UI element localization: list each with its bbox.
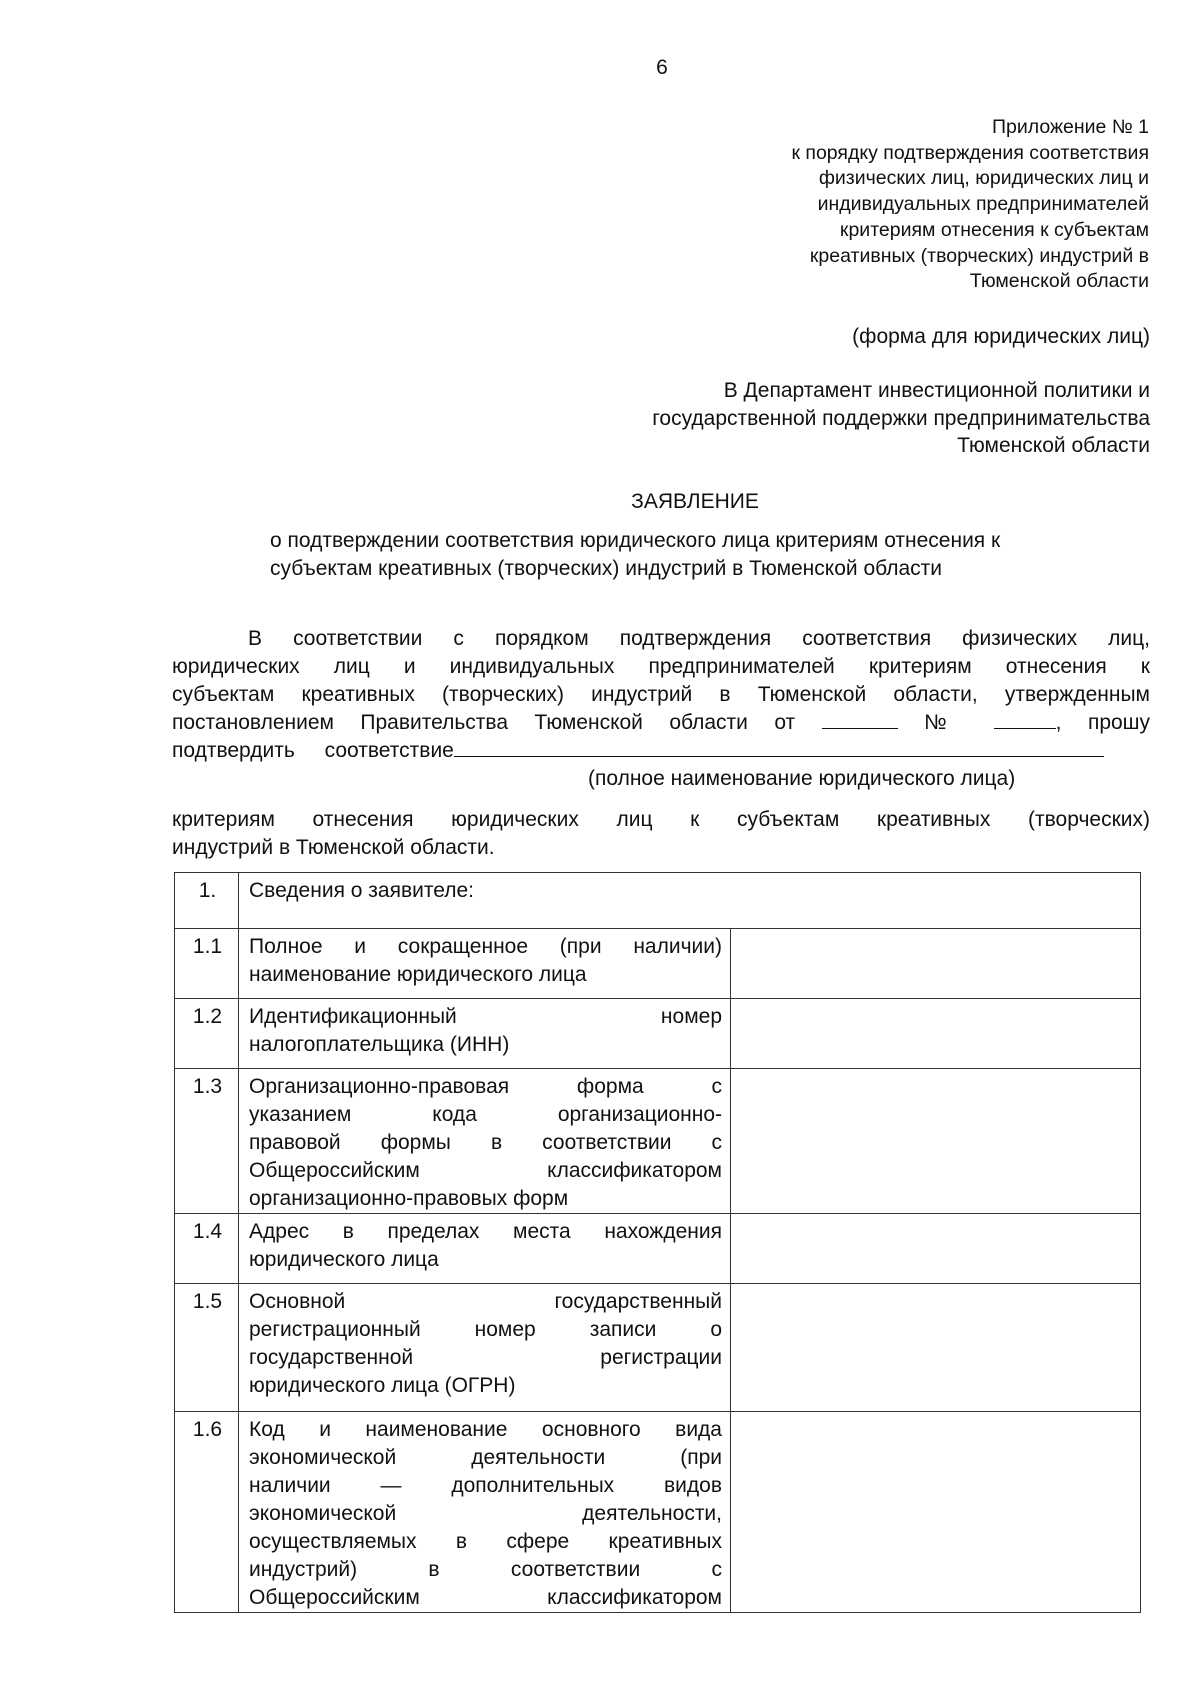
row-number: 1.2 (175, 999, 239, 1069)
row-label-line: Организационно-правовая форма с (249, 1075, 722, 1098)
row-label-line: организационно-правовых форм (249, 1187, 569, 1210)
row-label-line: наличии — дополнительных видов (249, 1474, 722, 1497)
row-label-line: Общероссийским классификатором (249, 1159, 722, 1182)
row-label-line: указанием кода организационно- (249, 1103, 722, 1126)
row-label-line: регистрационный номер записи о (249, 1318, 722, 1341)
row-number: 1.1 (175, 929, 239, 999)
paragraph-line (172, 737, 1150, 765)
document-subtitle (270, 527, 1130, 582)
appendix-line: к порядку подтверждения соответствия (791, 141, 1149, 164)
addressee-block (520, 377, 1150, 460)
subtitle-line: о подтверждении соответствия юридического лица критериям отнесения к (270, 529, 1001, 552)
row-number: 1.3 (175, 1069, 239, 1214)
row-label-line: Общероссийским классификатором (249, 1586, 722, 1609)
paragraph-line: индустрий в Тюменской области. (172, 836, 495, 859)
appendix-line: Приложение № 1 (992, 116, 1149, 138)
table-row (175, 873, 1141, 929)
paragraph-line: субъектам креативных (творческих) индустрий в Тюменской области, утвержденным (172, 683, 1150, 706)
row-number: 1.4 (175, 1214, 239, 1284)
addressee-line: государственной поддержки предпринимательства (652, 406, 1150, 430)
appendix-block (700, 115, 1149, 295)
paragraph-line: В соответствии с порядком подтверждения соответствия физических лиц, (248, 627, 1150, 650)
row-label (239, 1412, 731, 1613)
row-label (239, 1069, 731, 1214)
paragraph-line: критериям отнесения юридических лиц к субъектам креативных (творческих) (172, 808, 1150, 831)
appendix-line: креативных (творческих) индустрий в (809, 244, 1149, 267)
row-value-cell[interactable] (731, 929, 1141, 999)
row-label-line: налогоплательщика (ИНН) (249, 1033, 510, 1056)
applicant-info-table (174, 872, 1141, 1613)
row-value-cell[interactable] (731, 1214, 1141, 1284)
row-number: 1.6 (175, 1412, 239, 1613)
row-label (239, 1284, 731, 1412)
appendix-line: критериям отнесения к субъектам (839, 218, 1149, 241)
row-label-line: правовой формы в соответствии с (249, 1131, 722, 1154)
paragraph-text: , прошу (1055, 711, 1151, 734)
paragraph-line (172, 709, 1150, 737)
table-row (175, 1284, 1141, 1412)
table-row (175, 1069, 1141, 1214)
form-type-label: (форма для юридических лиц) (852, 325, 1150, 348)
document-title: ЗАЯВЛЕНИЕ (631, 490, 759, 513)
criteria-paragraph (172, 806, 1150, 862)
row-label-line: Основной государственный (249, 1290, 722, 1313)
row-value-cell[interactable] (731, 1284, 1141, 1412)
row-value-cell[interactable] (731, 1412, 1141, 1613)
date-blank-field[interactable] (822, 710, 898, 729)
page-number: 6 (656, 56, 668, 79)
appendix-line: Тюменской области (969, 270, 1149, 293)
application-paragraph (172, 625, 1150, 765)
row-value-cell[interactable] (731, 999, 1141, 1069)
row-value-cell[interactable] (731, 1069, 1141, 1214)
row-number: 1. (175, 873, 239, 929)
appendix-line: индивидуальных предпринимателей (817, 193, 1149, 216)
paragraph-text: подтвердить соответствие (172, 739, 454, 762)
row-label-line: наименование юридического лица (249, 963, 587, 986)
row-label (239, 1214, 731, 1284)
table-row (175, 999, 1141, 1069)
addressee-line: В Департамент инвестиционной политики и (723, 379, 1150, 402)
table-row (175, 1214, 1141, 1284)
subtitle-line: субъектам креативных (творческих) индустрий в Тюменской области (270, 556, 942, 580)
row-label-line: Полное и сокращенное (при наличии) (249, 935, 722, 958)
row-label (239, 929, 731, 999)
row-label-line: экономической деятельности, (249, 1502, 722, 1525)
row-label-line: экономической деятельности (при (249, 1446, 722, 1469)
row-number: 1.5 (175, 1284, 239, 1412)
table-row (175, 1412, 1141, 1613)
row-label-line: осуществляемых в сфере креативных (249, 1530, 722, 1553)
section-heading: Сведения о заявителе: (239, 873, 1141, 929)
row-label-line: государственной регистрации (249, 1346, 722, 1369)
paragraph-line: юридических лиц и индивидуальных предпринимателей критериям отнесения к (172, 655, 1150, 678)
table-row (175, 929, 1141, 999)
row-label-line: Код и наименование основного вида (249, 1418, 722, 1441)
addressee-line: Тюменской области (957, 434, 1150, 457)
number-blank-field[interactable] (994, 710, 1056, 729)
appendix-line: физических лиц, юридических лиц и (818, 167, 1149, 190)
row-label-line: юридического лица (ОГРН) (249, 1374, 516, 1397)
row-label (239, 999, 731, 1069)
row-label-line: Идентификационный номер (249, 1005, 722, 1028)
name-field-caption: (полное наименование юридического лица) (588, 767, 1016, 790)
legal-entity-name-blank-field[interactable] (454, 738, 1104, 757)
number-sign: № (924, 711, 968, 734)
row-label-line: Адрес в пределах места нахождения (249, 1220, 722, 1243)
row-label-line: юридического лица (249, 1248, 439, 1271)
paragraph-text: постановлением Правительства Тюменской области от (172, 711, 796, 734)
row-label-line: индустрий) в соответствии с (249, 1558, 722, 1581)
